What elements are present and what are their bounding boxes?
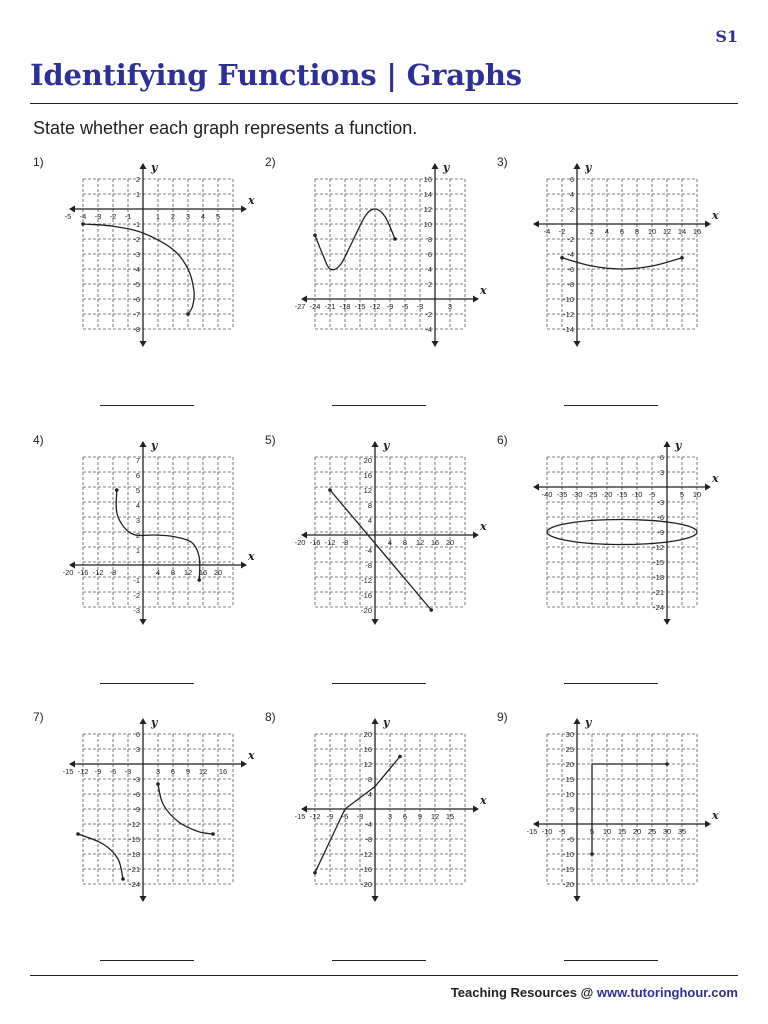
y-axis-label: y (151, 161, 158, 174)
x-tick-label: -15 (294, 812, 306, 821)
y-tick-label: 3 (135, 745, 140, 754)
x-tick-label: -15 (616, 490, 628, 499)
y-tick-label: -5 (567, 835, 574, 844)
y-axis-arrow-down (140, 896, 147, 902)
x-tick-label: -6 (401, 302, 409, 311)
x-tick-label: 4 (604, 227, 610, 236)
x-tick-label: 20 (213, 568, 223, 577)
y-tick-label: 3 (135, 516, 140, 525)
footer-divider (30, 975, 738, 976)
y-tick-label: -12 (129, 820, 140, 829)
footer (451, 985, 738, 1000)
x-axis-arrow-left (533, 221, 539, 228)
x-tick-label: -18 (339, 302, 351, 311)
y-axis-label: y (151, 716, 158, 729)
x-axis-arrow-right (241, 761, 247, 768)
y-tick-label: -2 (133, 235, 140, 244)
y-tick-label: 20 (363, 730, 372, 739)
y-axis-arrow-up (574, 163, 581, 169)
x-tick-label: -20 (601, 490, 613, 499)
y-tick-label: -3 (133, 250, 140, 259)
problem-7 (33, 710, 255, 980)
problem-number: 6) (497, 433, 508, 447)
x-tick-label: 10 (602, 827, 612, 836)
y-tick-label: 10 (565, 790, 574, 799)
y-tick-label: 10 (423, 220, 432, 229)
x-axis-arrow-right (705, 484, 711, 491)
problem-number: 9) (497, 710, 508, 724)
x-tick-label: 15 (445, 812, 455, 821)
y-tick-label: -21 (129, 865, 140, 874)
y-tick-label: -9 (133, 805, 140, 814)
x-axis-arrow-right (241, 206, 247, 213)
y-tick-label: 2 (569, 205, 574, 214)
y-tick-label: 16 (363, 745, 372, 754)
x-tick-label: -9 (94, 767, 102, 776)
endpoint-dot (560, 256, 564, 260)
x-tick-label: 4 (387, 538, 393, 547)
x-axis-arrow-right (705, 821, 711, 828)
footer-link[interactable]: www.tutoringhour.com (596, 985, 738, 1000)
y-tick-label: -8 (567, 280, 574, 289)
x-tick-label: 16 (218, 767, 228, 776)
y-tick-label: -18 (129, 850, 140, 859)
endpoint-dot (197, 578, 201, 582)
y-axis-label: y (383, 716, 390, 729)
y-tick-label: -14 (563, 325, 574, 334)
y-tick-label: -12 (653, 543, 664, 552)
x-tick-label: -40 (541, 490, 553, 499)
endpoint-dot (680, 256, 684, 260)
y-axis-arrow-up (140, 441, 147, 447)
problem-number: 4) (33, 433, 44, 447)
y-tick-label: 2 (427, 280, 432, 289)
x-tick-label: -20 (62, 568, 74, 577)
x-tick-label: -5 (648, 490, 656, 499)
problem-4 (33, 433, 255, 703)
y-axis-arrow-up (664, 441, 671, 447)
y-axis-arrow-up (574, 718, 581, 724)
page-title: Identifying Functions | Graphs (30, 58, 522, 92)
y-tick-label: -4 (133, 265, 140, 274)
x-tick-label: -12 (77, 767, 89, 776)
y-tick-label: 20 (565, 760, 574, 769)
y-tick-label: 30 (565, 730, 574, 739)
sheet-code: S1 (715, 27, 738, 46)
endpoint-dot (313, 871, 317, 875)
x-tick-label: -16 (77, 568, 89, 577)
x-tick-label: 12 (415, 538, 425, 547)
x-tick-label: 10 (692, 490, 702, 499)
y-axis-arrow-down (574, 341, 581, 347)
x-axis-arrow-right (241, 562, 247, 569)
x-tick-label: -12 (324, 538, 336, 547)
x-axis-label: x (480, 520, 487, 533)
x-tick-label: -30 (571, 490, 583, 499)
x-axis-label: x (480, 284, 487, 297)
problem-number: 2) (265, 155, 276, 169)
problem-number: 7) (33, 710, 44, 724)
y-tick-label: -8 (365, 835, 372, 844)
x-tick-label: -3 (416, 302, 424, 311)
y-tick-label: -5 (133, 280, 140, 289)
x-tick-label: 10 (647, 227, 657, 236)
x-tick-label: -3 (356, 812, 364, 821)
y-tick-label: 4 (135, 501, 140, 510)
x-tick-label: 12 (662, 227, 672, 236)
x-tick-label: 25 (647, 827, 657, 836)
x-tick-label: -15 (526, 827, 538, 836)
x-tick-label: -16 (309, 538, 321, 547)
y-tick-label: 6 (659, 453, 664, 462)
x-tick-label: -3 (94, 212, 102, 221)
x-tick-label: -10 (631, 490, 643, 499)
endpoint-dot (81, 222, 85, 226)
x-tick-label: -3 (124, 767, 132, 776)
problem-number: 3) (497, 155, 508, 169)
answer-line[interactable] (100, 405, 194, 406)
problem-number: 5) (265, 433, 276, 447)
problem-1 (33, 155, 255, 425)
y-tick-label: -12 (361, 576, 372, 585)
y-tick-label: 5 (135, 486, 140, 495)
y-tick-label: -6 (133, 295, 140, 304)
graph-8 (280, 712, 487, 902)
endpoint-dot (393, 237, 397, 241)
answer-line[interactable] (564, 683, 658, 684)
grid (83, 734, 233, 884)
x-tick-label: 12 (183, 568, 193, 577)
y-axis-arrow-up (140, 163, 147, 169)
endpoint-dot (76, 832, 80, 836)
grid (83, 457, 233, 607)
x-tick-label: -6 (109, 767, 117, 776)
answer-line[interactable] (100, 960, 194, 961)
x-axis-label: x (248, 194, 255, 207)
x-tick-label: 4 (200, 212, 206, 221)
graph-3 (512, 157, 719, 347)
y-axis-arrow-down (574, 896, 581, 902)
endpoint-dot (211, 832, 215, 836)
y-axis-arrow-down (372, 619, 379, 625)
x-tick-label: 3 (185, 212, 191, 221)
endpoint-dot (429, 608, 433, 612)
y-tick-label: 4 (427, 265, 432, 274)
y-axis-arrow-down (664, 619, 671, 625)
endpoint-dot (156, 782, 160, 786)
y-tick-label: -24 (129, 880, 140, 889)
y-tick-label: -6 (567, 265, 574, 274)
y-tick-label: -6 (657, 513, 664, 522)
problem-5 (265, 433, 487, 703)
x-tick-label: -21 (324, 302, 336, 311)
instructions: State whether each graph represents a function. (33, 118, 418, 138)
y-tick-label: -4 (365, 546, 372, 555)
y-tick-label: 12 (423, 205, 432, 214)
x-tick-label: -15 (354, 302, 366, 311)
y-tick-label: 4 (367, 516, 372, 525)
endpoint-dot (115, 488, 119, 492)
endpoint-dot (186, 312, 190, 316)
x-tick-label: 8 (170, 568, 176, 577)
x-tick-label: 5 (589, 827, 595, 836)
y-tick-label: 6 (427, 250, 432, 259)
y-tick-label: 2 (135, 531, 140, 540)
x-axis-label: x (248, 749, 255, 762)
x-tick-label: 2 (589, 227, 595, 236)
x-tick-label: 5 (679, 490, 685, 499)
y-axis-arrow-down (140, 341, 147, 347)
endpoint-dot (313, 233, 317, 237)
grid (315, 457, 465, 607)
x-tick-label: 9 (185, 767, 191, 776)
y-tick-label: 20 (363, 456, 372, 465)
x-tick-label: 9 (417, 812, 423, 821)
graph-2 (280, 157, 487, 347)
y-axis-label: y (585, 161, 592, 174)
y-axis-arrow-up (432, 163, 439, 169)
problem-3 (497, 155, 719, 425)
x-tick-label: -20 (294, 538, 306, 547)
y-tick-label: -8 (133, 325, 140, 334)
x-tick-label: -8 (341, 538, 349, 547)
x-tick-label: -2 (109, 212, 117, 221)
y-axis-label: y (151, 439, 158, 452)
answer-line[interactable] (100, 683, 194, 684)
x-tick-label: -6 (341, 812, 349, 821)
x-tick-label: -27 (294, 302, 306, 311)
answer-line[interactable] (332, 405, 426, 406)
endpoint-dot (665, 762, 669, 766)
graph-curve (78, 834, 123, 879)
y-axis-label: y (383, 439, 390, 452)
x-tick-label: 4 (155, 568, 161, 577)
problem-number: 8) (265, 710, 276, 724)
y-tick-label: -16 (361, 591, 372, 600)
x-tick-label: 3 (387, 812, 393, 821)
y-tick-label: -20 (563, 880, 574, 889)
x-tick-label: 15 (617, 827, 627, 836)
y-tick-label: -15 (563, 865, 574, 874)
y-tick-label: 6 (569, 175, 574, 184)
endpoint-dot (398, 755, 402, 759)
y-tick-label: 5 (569, 805, 574, 814)
x-tick-label: 8 (634, 227, 640, 236)
y-tick-label: -2 (567, 235, 574, 244)
y-tick-label: -2 (425, 310, 432, 319)
x-tick-label: 16 (198, 568, 208, 577)
problem-2 (265, 155, 487, 425)
y-axis-arrow-down (140, 619, 147, 625)
y-tick-label: -2 (133, 591, 140, 600)
x-tick-label: -9 (326, 812, 334, 821)
x-tick-label: 20 (445, 538, 455, 547)
x-tick-label: 12 (198, 767, 208, 776)
graph-1 (48, 157, 255, 347)
endpoint-dot (328, 488, 332, 492)
y-tick-label: -24 (653, 603, 664, 612)
y-tick-label: 12 (363, 760, 372, 769)
x-tick-label: 1 (155, 212, 161, 221)
x-axis-arrow-right (473, 296, 479, 303)
y-tick-label: 16 (423, 175, 432, 184)
y-tick-label: -20 (361, 606, 372, 615)
y-axis-arrow-down (432, 341, 439, 347)
y-tick-label: -20 (361, 880, 372, 889)
y-tick-label: -3 (133, 775, 140, 784)
y-tick-label: 14 (423, 190, 432, 199)
x-tick-label: -10 (541, 827, 553, 836)
x-tick-label: -8 (109, 568, 117, 577)
x-tick-label: -4 (543, 227, 551, 236)
y-tick-label: -15 (129, 835, 140, 844)
problem-6 (497, 433, 719, 703)
x-axis-arrow-right (473, 806, 479, 813)
y-tick-label: -16 (361, 865, 372, 874)
y-axis-label: y (585, 716, 592, 729)
x-tick-label: 35 (677, 827, 687, 836)
y-tick-label: -4 (365, 820, 372, 829)
y-tick-label: -6 (133, 790, 140, 799)
x-tick-label: -9 (386, 302, 394, 311)
x-tick-label: -12 (92, 568, 104, 577)
x-tick-label: 14 (677, 227, 687, 236)
x-axis-label: x (712, 809, 719, 822)
answer-line[interactable] (332, 683, 426, 684)
y-tick-label: 16 (363, 471, 372, 480)
x-axis-label: x (248, 550, 255, 563)
x-tick-label: -35 (556, 490, 568, 499)
x-tick-label: -4 (79, 212, 87, 221)
y-axis-arrow-up (372, 441, 379, 447)
y-tick-label: -7 (133, 310, 140, 319)
y-tick-label: -3 (133, 606, 140, 615)
grid (83, 179, 233, 329)
x-tick-label: 8 (402, 538, 408, 547)
y-tick-label: -18 (653, 573, 664, 582)
x-tick-label: 5 (215, 212, 221, 221)
problem-number: 1) (33, 155, 44, 169)
x-tick-label: -24 (309, 302, 321, 311)
y-tick-label: 12 (363, 486, 372, 495)
y-tick-label: 2 (135, 175, 140, 184)
x-tick-label: 12 (430, 812, 440, 821)
x-tick-label: 16 (692, 227, 702, 236)
y-tick-label: -12 (563, 310, 574, 319)
x-tick-label: -12 (309, 812, 321, 821)
y-tick-label: -1 (133, 576, 140, 585)
y-tick-label: 7 (135, 456, 140, 465)
x-tick-label: 6 (402, 812, 408, 821)
x-axis-arrow-right (705, 221, 711, 228)
graph-5 (280, 435, 487, 625)
x-tick-label: 20 (632, 827, 642, 836)
x-tick-label: 3 (155, 767, 161, 776)
y-tick-label: -3 (657, 498, 664, 507)
y-tick-label: 4 (569, 190, 574, 199)
x-tick-label: 30 (662, 827, 672, 836)
y-axis-label: y (443, 161, 450, 174)
y-tick-label: 3 (659, 468, 664, 477)
y-tick-label: -1 (133, 220, 140, 229)
y-tick-label: 15 (565, 775, 574, 784)
y-tick-label: -10 (563, 295, 574, 304)
y-tick-label: 1 (135, 546, 140, 555)
header-divider (30, 103, 738, 104)
graph-6 (512, 435, 719, 625)
y-tick-label: 25 (565, 745, 574, 754)
x-tick-label: -1 (124, 212, 132, 221)
x-tick-label: 3 (447, 302, 453, 311)
endpoint-dot (590, 852, 594, 856)
y-axis-label: y (675, 439, 682, 452)
graph-9 (512, 712, 719, 902)
x-tick-label: -12 (369, 302, 381, 311)
y-tick-label: -4 (567, 250, 574, 259)
x-axis-arrow-right (473, 532, 479, 539)
y-tick-label: -8 (365, 561, 372, 570)
y-tick-label: -21 (653, 588, 664, 597)
x-axis-label: x (712, 209, 719, 222)
y-axis-arrow-down (372, 896, 379, 902)
x-tick-label: 6 (619, 227, 625, 236)
x-tick-label: 16 (430, 538, 440, 547)
y-axis-arrow-up (372, 718, 379, 724)
y-tick-label: 8 (427, 235, 432, 244)
problem-9 (497, 710, 719, 980)
x-tick-label: -15 (62, 767, 74, 776)
answer-line[interactable] (564, 405, 658, 406)
graph-7 (48, 712, 255, 902)
x-tick-label: 2 (170, 212, 176, 221)
y-tick-label: 6 (135, 730, 140, 739)
endpoint-dot (121, 877, 125, 881)
footer-label: Teaching Resources @ (450, 985, 594, 1000)
y-tick-label: -15 (653, 558, 664, 567)
y-tick-label: 8 (367, 775, 372, 784)
answer-line[interactable] (332, 960, 426, 961)
y-tick-label: -9 (657, 528, 664, 537)
y-tick-label: 6 (135, 471, 140, 480)
y-tick-label: 4 (367, 790, 372, 799)
x-tick-label: -2 (558, 227, 566, 236)
graph-4 (48, 435, 255, 625)
y-tick-label: 8 (367, 501, 372, 510)
x-tick-label: -5 (64, 212, 72, 221)
y-tick-label: 1 (135, 190, 140, 199)
grid (547, 457, 697, 607)
y-tick-label: -4 (425, 325, 432, 334)
x-axis-label: x (712, 472, 719, 485)
y-tick-label: -10 (563, 850, 574, 859)
y-tick-label: -12 (361, 850, 372, 859)
answer-line[interactable] (564, 960, 658, 961)
x-axis-label: x (480, 794, 487, 807)
x-tick-label: -25 (586, 490, 598, 499)
x-axis-arrow-left (533, 484, 539, 491)
y-axis-arrow-up (140, 718, 147, 724)
x-tick-label: -5 (558, 827, 566, 836)
problem-8 (265, 710, 487, 980)
x-tick-label: 6 (170, 767, 176, 776)
